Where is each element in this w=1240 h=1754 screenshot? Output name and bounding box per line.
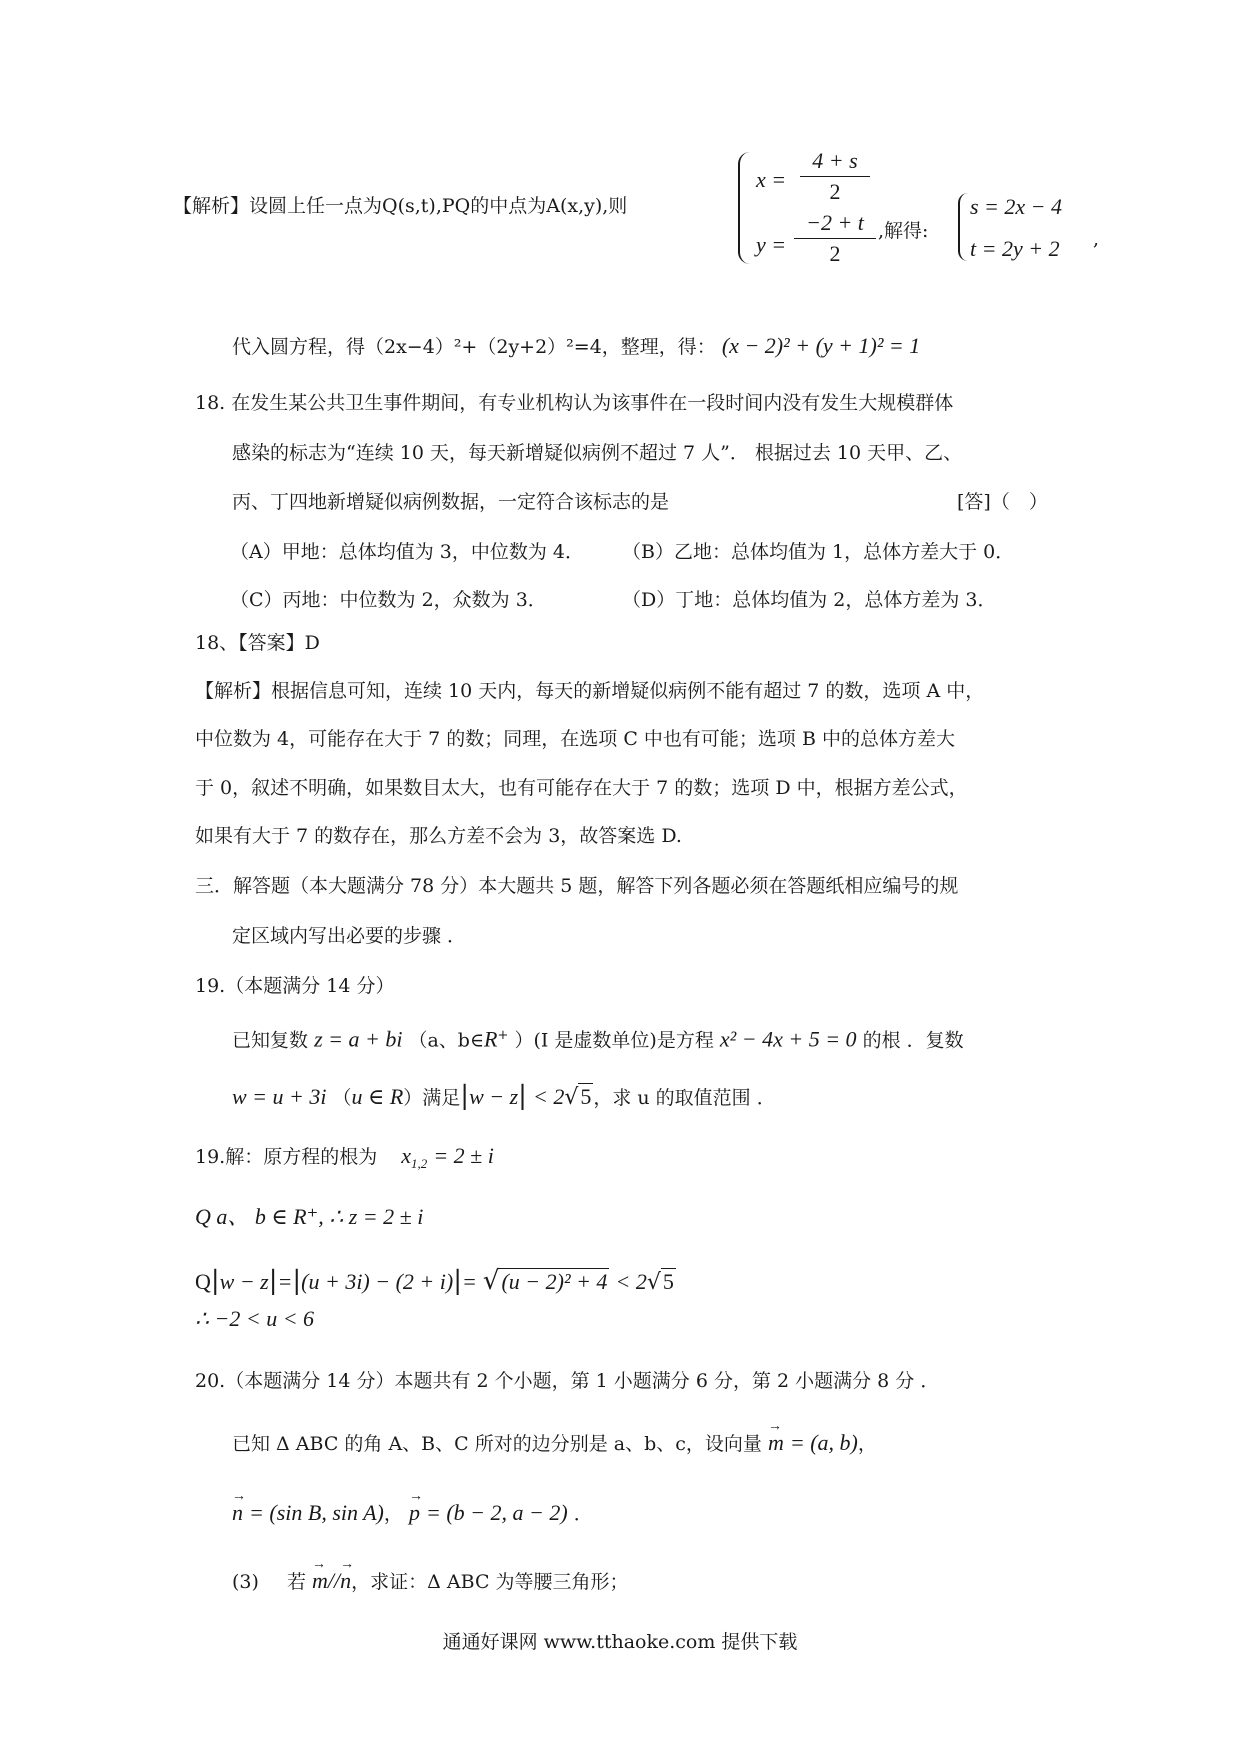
q19-p2-text-c: ，求 u 的取值范围 ． xyxy=(593,1087,776,1109)
q20-sub3-label: (3) xyxy=(232,1571,259,1593)
sys2-s: s = 2x − 4 xyxy=(970,194,1063,219)
q19-header: 19.（本题满分 14 分） xyxy=(195,975,395,997)
q17-line2-text: 代入圆方程，得（2x−4）²+（2y+2）²=4，整理，得： xyxy=(232,336,716,358)
left-brace-1 xyxy=(738,152,750,264)
q17-line2 xyxy=(232,333,920,360)
q19-p2-u: u ∈ R xyxy=(351,1084,404,1109)
q19-sol3-radicand: (u − 2)² + 4 xyxy=(501,1269,608,1294)
q19-p1-text-d: 的根 ．复数 xyxy=(862,1029,964,1052)
q19-solution-line4: ∴ −2 < u < 6 xyxy=(195,1306,315,1331)
q19-sol3-eq2: = xyxy=(461,1269,477,1294)
sys2-t: t = 2y + 2 xyxy=(970,236,1060,261)
q19-p2-sqrt-value: 5 xyxy=(580,1084,592,1109)
q20-sub3-vector-m: → m xyxy=(312,1568,328,1594)
q20-p2-sep: ， xyxy=(383,1503,403,1525)
sys1-x-lhs: x = xyxy=(756,167,787,192)
q18-option-b: （B）乙地：总体均值为 1，总体方差大于 0． xyxy=(622,541,1015,563)
q18-line1: 18. 在发生某公共卫生事件期间，有专业机构认为该事件在一段时间内没有发生大规模群体 xyxy=(195,392,954,414)
q19-sol3-q: Q xyxy=(195,1269,211,1294)
section3-line2: 定区域内写出必要的步骤 ． xyxy=(232,925,467,947)
q20-p1-end: ， xyxy=(857,1433,877,1455)
sys2-end: , xyxy=(1093,228,1100,250)
q17-intro-text: 【解析】设圆上任一点为Q(s,t),PQ的中点为A(x,y),则 xyxy=(173,195,628,217)
q20-p1-text: 已知 Δ ABC 的角 A、B、C 所对的边分别是 a、b、c，设向量 xyxy=(232,1433,762,1455)
q20-p2-end: ． xyxy=(573,1503,593,1525)
q20-problem-line1 xyxy=(232,1430,877,1457)
q18-analysis-3: 于 0，叙述不明确，如果数目太大，也有可能存在大于 7 的数；选项 D 中，根据方差公式， xyxy=(195,777,968,799)
q18-option-d: （D）丁地：总体均值为 2，总体方差为 3． xyxy=(622,589,997,611)
q18-option-a: （A）甲地：总体均值为 3，中位数为 4． xyxy=(230,541,584,563)
q19-p2-text-a: （ xyxy=(332,1087,352,1109)
q19-p1-text-c: ）(I 是虚数单位)是方程 xyxy=(514,1029,714,1052)
q19-p1-text-b: （a、b∈ xyxy=(408,1029,485,1052)
q19-p1-equation: x² − 4x + 5 = 0 xyxy=(719,1026,857,1052)
q20-vector-n-value: = (sin B, sin A) xyxy=(249,1500,384,1525)
q19-sol-root: x xyxy=(401,1143,412,1168)
q20-header: 20.（本题满分 14 分）本题共有 2 个小题，第 1 小题满分 6 分，第 2 小题满分 8 分 ． xyxy=(195,1370,940,1392)
q20-sub3-parallel: // xyxy=(327,1568,341,1593)
q19-p1-r: R xyxy=(484,1026,498,1052)
q18-line3: 丙、丁四地新增疑似病例数据，一定符合该标志的是 xyxy=(232,491,670,513)
sys1-y-lhs: y = xyxy=(756,232,787,257)
q19-sol-label: 19.解：原方程的根为 xyxy=(195,1146,378,1168)
q19-solution-line3: Q|w − z|=|(u + 3i) − (2 + i)|= √(u − 2)² + 4 < 2√5 xyxy=(195,1266,674,1296)
q18-line2: 感染的标志为“连续 10 天，每天新增疑似病例不超过 7 人”． 根据过去 10 天甲、乙、 xyxy=(232,442,963,464)
q20-vector-n: → n xyxy=(232,1500,243,1526)
q19-sol3-sqrt-value: 5 xyxy=(662,1269,674,1294)
q20-vector-m: → m xyxy=(768,1430,784,1456)
q20-vector-p: → p xyxy=(409,1500,420,1526)
sys1-x-fraction xyxy=(800,148,870,205)
sys1-x-denominator: 2 xyxy=(829,179,841,204)
q19-problem-line2: w = u + 3i （u ∈ R）满足|w − z| < 2√5 ，求 u 的取值范围 ． xyxy=(232,1081,776,1111)
q19-p2-modulus: w − z xyxy=(469,1084,519,1109)
q20-sub3-text-b: ，求证：Δ ABC 为等腰三角形； xyxy=(351,1571,629,1593)
q19-sol3-mod1: w − z xyxy=(219,1269,269,1294)
q19-p1-z: z = a + bi xyxy=(314,1026,403,1052)
q18-answer: 18、【答案】D xyxy=(195,632,320,654)
sys1-x-numerator: 4 + s xyxy=(800,148,870,177)
q18-analysis-2: 中位数为 4，可能存在大于 7 的数；同理，在选项 C 中也有可能；选项 B 中的总体方差大 xyxy=(195,728,955,750)
q19-solution-line1 xyxy=(195,1143,494,1177)
q19-problem-line1: 已知复数 z = a + bi （a、b∈R+ ）(I 是虚数单位)是方程 x² − 4x + 5 = 0 的根 ．复数 xyxy=(232,1026,964,1052)
q19-p1-text-a: 已知复数 xyxy=(232,1029,309,1052)
q20-sub3-text-a: 若 xyxy=(286,1571,306,1593)
left-brace-2 xyxy=(958,193,968,261)
q19-sol-root-rhs: = 2 ± i xyxy=(433,1143,494,1168)
q19-p2-text-b: ）满足 xyxy=(403,1087,461,1109)
q19-sol3-mod2: (u + 3i) − (2 + i) xyxy=(301,1269,454,1294)
page-footer: 通通好课网 www.tthaoke.com 提供下载 xyxy=(442,1631,798,1653)
q18-option-c: （C）丙地：中位数为 2，众数为 3． xyxy=(230,589,547,611)
sys1-y-denominator: 2 xyxy=(829,241,841,266)
q17-line2-equation: (x − 2)² + (y + 1)² = 1 xyxy=(721,333,921,358)
q20-problem-line2 xyxy=(232,1500,593,1527)
q17-analysis-intro xyxy=(173,193,627,219)
q20-sub3-vector-n: → n xyxy=(340,1568,351,1594)
q19-sol3-lt: < 2 xyxy=(615,1269,647,1294)
section3-line1: 三．解答题（本大题满分 78 分）本大题共 5 题，解答下列各题必须在答题纸相应编号的规 xyxy=(195,875,959,897)
q18-answer-bracket: [答]（ ） xyxy=(957,491,1048,513)
q20-subquestion-3 xyxy=(232,1568,629,1595)
q19-sol3-eq1: = xyxy=(277,1269,293,1294)
q19-p2-w: w = u + 3i xyxy=(232,1084,327,1109)
sys1-y-fraction xyxy=(794,210,876,267)
q17-solve-label: ,解得: xyxy=(878,220,929,242)
q18-analysis-1: 【解析】根据信息可知，连续 10 天内，每天的新增疑似病例不能有超过 7 的数，选项 A 中， xyxy=(195,680,985,702)
q19-solution-line2: Q a、 b ∈ R⁺, ∴ z = 2 ± i xyxy=(195,1204,424,1229)
q18-analysis-4: 如果有大于 7 的数存在，那么方差不会为 3，故答案选 D. xyxy=(195,825,682,847)
q20-vector-m-value: = (a, b) xyxy=(789,1430,858,1455)
q19-p2-ineq: < 2 xyxy=(532,1084,565,1109)
sys1-y-numerator: −2 + t xyxy=(794,210,876,239)
q19-sol-root-sub: 1,2 xyxy=(411,1155,428,1171)
q20-vector-p-value: = (b − 2, a − 2) xyxy=(425,1500,568,1525)
